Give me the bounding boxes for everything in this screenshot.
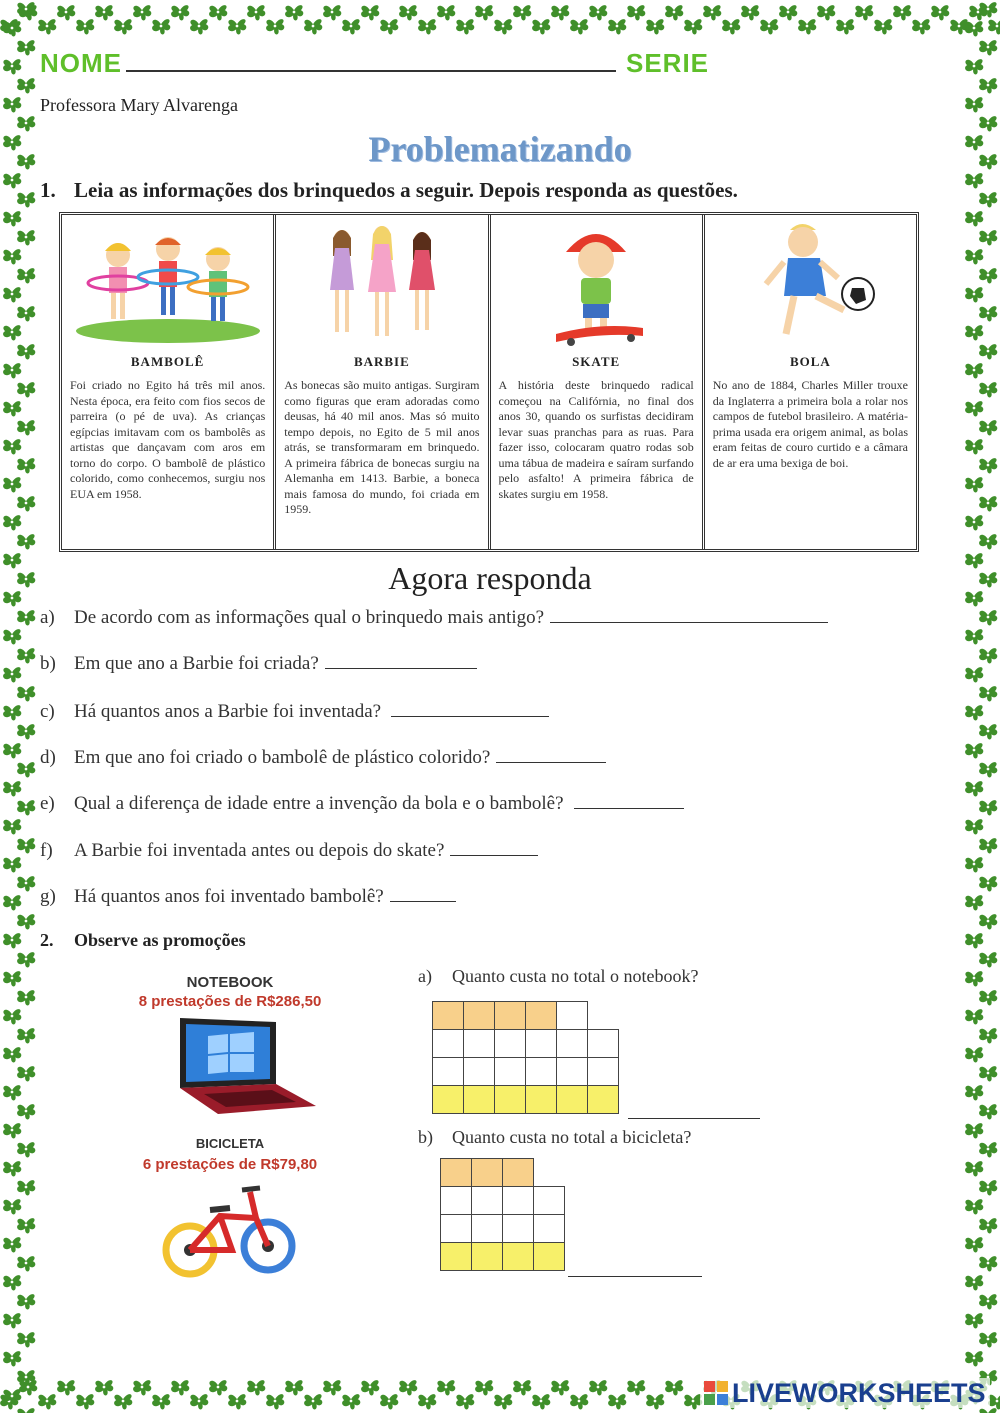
clover-leaf <box>285 1380 303 1395</box>
clover-leaf <box>494 19 512 34</box>
toy-name: SKATE <box>572 354 621 369</box>
clover-leaf <box>513 1380 531 1395</box>
clover-leaf <box>17 420 35 435</box>
clover-leaf <box>228 1394 246 1409</box>
answer-line[interactable] <box>450 839 538 856</box>
clover-leaf <box>570 1394 588 1409</box>
subquestion-a <box>418 966 698 987</box>
clover-leaf <box>17 1294 35 1309</box>
agora-responda-heading: Agora responda <box>388 560 592 596</box>
bicycle-title: BICICLETA <box>195 1136 265 1151</box>
clover-leaf <box>979 610 997 625</box>
question-letter: c) <box>40 701 55 722</box>
clover-leaf <box>17 610 35 625</box>
clover-leaf <box>17 1370 35 1385</box>
left-clover-border <box>0 0 38 1413</box>
clover-leaf <box>979 724 997 739</box>
clover-leaf <box>133 1380 151 1395</box>
clover-leaf <box>965 287 983 302</box>
clover-leaf <box>380 19 398 34</box>
clover-leaf <box>979 2 997 17</box>
toy-name: BOLA <box>789 354 831 369</box>
answer-line[interactable] <box>390 885 456 902</box>
name-label: NOME <box>40 48 122 78</box>
bicycle-answer-line[interactable] <box>568 1276 702 1277</box>
clover-leaf <box>3 477 21 492</box>
clover-leaf <box>979 344 997 359</box>
question-text: A Barbie foi inventada antes ou depois do skate? <box>74 840 445 861</box>
clover-leaf <box>114 19 132 34</box>
page-title: Problematizando <box>368 129 632 169</box>
clover-leaf <box>3 895 21 910</box>
clover-leaf <box>3 363 21 378</box>
teacher-name: Professora Mary Alvarenga <box>40 95 238 115</box>
clover-leaf <box>979 572 997 587</box>
clover-leaf <box>361 1380 379 1395</box>
clover-leaf <box>17 648 35 663</box>
clover-leaf <box>965 477 983 492</box>
clover-leaf <box>979 40 997 55</box>
clover-leaf <box>965 1161 983 1176</box>
toy-description: Foi criado no Egito há três mil anos. Nesta época, era feito com fios secos de parreira (o pé de uva). As crianças egípcias imitavam com os bambolês as artistas que dançavam com aros em torno do corpo. O bambolê de plástico colorido, como conhecemos, surgiu nos EUA em 1958. <box>70 378 266 501</box>
clover-leaf <box>979 458 997 473</box>
toy-description: A história deste brinquedo radical começou na Califórnia, no final dos anos 30, quando os surfistas decidiram levar suas pranchas para as ruas. Para fazer isso, colocaram quatro rodas sob uma tábua de madeira e saíram surfando pelo asfalto! A primeira fábrica de skates surgiu em 1958. <box>498 378 694 501</box>
clover-leaf <box>17 78 35 93</box>
clover-leaf <box>17 990 35 1005</box>
question-2 <box>40 930 246 951</box>
clover-leaf <box>17 1408 35 1413</box>
clover-leaf <box>965 1237 983 1252</box>
toy-description: No ano de 1884, Charles Miller trouxe da Inglaterra a primeira bola a rolar nos campos de futebol brasileiro. A matéria-prima usada era origem animal, as bolas eram feitas de couro curtido e a câmara de ar era uma bexiga de boi. <box>712 378 908 470</box>
clover-leaf <box>979 876 997 891</box>
clover-leaf <box>979 1028 997 1043</box>
clover-leaf <box>3 287 21 302</box>
clover-leaf <box>965 1351 983 1366</box>
bicycle-calculation-grid[interactable] <box>440 1158 564 1270</box>
answer-line[interactable] <box>391 700 549 717</box>
clover-leaf <box>3 1199 21 1214</box>
clover-leaf <box>285 5 303 20</box>
clover-leaf <box>228 19 246 34</box>
clover-leaf <box>965 1085 983 1100</box>
clover-leaf <box>979 1142 997 1157</box>
red-notebook-picture <box>168 1014 318 1124</box>
clover-leaf <box>979 648 997 663</box>
clover-leaf <box>3 1351 21 1366</box>
clover-leaf <box>304 19 322 34</box>
clover-leaf <box>979 1104 997 1119</box>
clover-leaf <box>965 1313 983 1328</box>
clover-leaf <box>979 1066 997 1081</box>
clover-leaf <box>532 19 550 34</box>
clover-leaf <box>3 1085 21 1100</box>
question-e <box>40 792 684 815</box>
clover-leaf <box>684 19 702 34</box>
clover-leaf <box>266 19 284 34</box>
clover-leaf <box>171 1380 189 1395</box>
notebook-title: NOTEBOOK <box>186 974 274 991</box>
clover-leaf <box>665 1380 683 1395</box>
clover-leaf <box>456 19 474 34</box>
clover-leaf <box>95 5 113 20</box>
clover-leaf <box>979 496 997 511</box>
serie-label: SERIE <box>626 48 710 78</box>
clover-leaf <box>855 5 873 20</box>
clover-leaf <box>703 5 721 20</box>
clover-leaf <box>798 19 816 34</box>
top-clover-border <box>0 0 1000 38</box>
clover-leaf <box>3 1047 21 1062</box>
clover-leaf <box>965 515 983 530</box>
clover-leaf <box>3 439 21 454</box>
header-row <box>40 48 709 79</box>
clover-leaf <box>979 800 997 815</box>
clover-leaf <box>3 249 21 264</box>
clover-leaf <box>17 268 35 283</box>
clover-leaf <box>965 401 983 416</box>
clover-leaf <box>17 1256 35 1271</box>
clover-leaf <box>874 19 892 34</box>
clover-leaf <box>133 5 151 20</box>
clover-leaf <box>979 192 997 207</box>
clover-leaf <box>979 1180 997 1195</box>
subquestion-letter: b) <box>418 1127 433 1147</box>
clover-leaf <box>247 1380 265 1395</box>
clover-leaf <box>456 1394 474 1409</box>
clover-leaf <box>342 19 360 34</box>
clover-leaf <box>965 971 983 986</box>
clover-leaf <box>38 19 56 34</box>
clover-leaf <box>323 1380 341 1395</box>
clover-leaf <box>17 230 35 245</box>
clover-leaf <box>589 1380 607 1395</box>
clover-leaf <box>608 19 626 34</box>
clover-leaf <box>965 363 983 378</box>
question-text: De acordo com as informações qual o brinquedo mais antigo? <box>74 607 545 628</box>
question-1-number: 1. <box>40 178 56 202</box>
clover-leaf <box>380 1394 398 1409</box>
question-letter: b) <box>40 653 56 674</box>
clover-leaf <box>979 686 997 701</box>
clover-leaf <box>965 933 983 948</box>
clover-leaf <box>3 933 21 948</box>
subquestion-letter: a) <box>418 966 432 986</box>
clover-leaf <box>76 19 94 34</box>
clover-leaf <box>979 230 997 245</box>
notebook-calculation-grid[interactable] <box>432 1001 618 1113</box>
notebook-price: 8 prestações de R$286,50 <box>138 993 322 1010</box>
clover-leaf <box>17 534 35 549</box>
clover-leaf <box>3 325 21 340</box>
clover-leaf <box>17 762 35 777</box>
clover-leaf <box>17 1142 35 1157</box>
toy-cell-skate <box>491 215 705 549</box>
clover-leaf <box>76 1394 94 1409</box>
question-a <box>40 606 828 629</box>
clover-leaf <box>965 97 983 112</box>
clover-leaf <box>3 1009 21 1024</box>
question-d <box>40 746 606 769</box>
clover-leaf <box>965 1275 983 1290</box>
clover-leaf <box>532 1394 550 1409</box>
clover-leaf <box>3 781 21 796</box>
clover-leaf <box>3 705 21 720</box>
clover-leaf <box>965 1009 983 1024</box>
clover-leaf <box>171 5 189 20</box>
clover-leaf <box>17 914 35 929</box>
answer-line[interactable] <box>325 652 477 669</box>
clover-leaf <box>17 496 35 511</box>
clover-leaf <box>3 857 21 872</box>
clover-leaf <box>17 876 35 891</box>
clover-leaf <box>3 401 21 416</box>
clover-leaf <box>965 1047 983 1062</box>
answer-line[interactable] <box>574 792 684 809</box>
clover-leaf <box>17 724 35 739</box>
clover-leaf <box>665 5 683 20</box>
question-b <box>40 652 477 675</box>
clover-leaf <box>589 5 607 20</box>
clover-leaf <box>979 990 997 1005</box>
clover-leaf <box>437 1380 455 1395</box>
clover-leaf <box>722 19 740 34</box>
clover-leaf <box>965 667 983 682</box>
clover-leaf <box>760 19 778 34</box>
clover-leaf <box>57 1380 75 1395</box>
barbie-dolls-picture <box>284 215 479 350</box>
question-f <box>40 839 538 862</box>
name-input-line[interactable] <box>126 48 616 72</box>
question-2-text: Observe as promoções <box>74 930 246 950</box>
clover-leaf <box>965 173 983 188</box>
clover-leaf <box>475 1380 493 1395</box>
clover-leaf <box>399 1380 417 1395</box>
clover-leaf <box>570 19 588 34</box>
question-text: Há quantos anos a Barbie foi inventada? <box>74 701 382 722</box>
clover-leaf <box>17 40 35 55</box>
clover-leaf <box>17 458 35 473</box>
subquestion-b <box>418 1127 691 1148</box>
question-text: Em que ano foi criado o bambolê de plástico colorido? <box>74 747 491 768</box>
liveworksheets-icon <box>704 1381 728 1405</box>
toy-cell-bambole <box>62 215 276 549</box>
bicycle-price: 6 prestações de R$79,80 <box>142 1156 318 1173</box>
clover-leaf <box>965 211 983 226</box>
clover-leaf <box>979 914 997 929</box>
clover-leaf <box>95 1380 113 1395</box>
clover-leaf <box>931 5 949 20</box>
clover-leaf <box>3 1313 21 1328</box>
clover-leaf <box>551 1380 569 1395</box>
clover-leaf <box>17 2 35 17</box>
answer-line[interactable] <box>496 746 606 763</box>
clover-leaf <box>209 5 227 20</box>
clover-leaf <box>17 838 35 853</box>
clover-leaf <box>152 1394 170 1409</box>
clover-leaf <box>3 971 21 986</box>
clover-leaf <box>152 19 170 34</box>
clover-leaf <box>418 1394 436 1409</box>
brand-text: LIVEWORKSHEETS <box>732 1377 986 1408</box>
question-letter: d) <box>40 747 56 768</box>
clover-leaf <box>836 19 854 34</box>
clover-leaf <box>38 1394 56 1409</box>
clover-leaf <box>17 1218 35 1233</box>
clover-leaf <box>3 211 21 226</box>
clover-leaf <box>17 1028 35 1043</box>
clover-leaf <box>17 1066 35 1081</box>
right-clover-border <box>962 0 1000 1413</box>
question-2-number: 2. <box>40 930 54 950</box>
clover-leaf <box>17 344 35 359</box>
liveworksheets-logo[interactable] <box>700 1378 990 1408</box>
clover-leaf <box>979 420 997 435</box>
toy-name: BARBIE <box>353 354 410 369</box>
soccer-ball-kid-picture <box>713 215 908 350</box>
clover-leaf <box>247 5 265 20</box>
clover-leaf <box>3 59 21 74</box>
clover-leaf <box>627 5 645 20</box>
clover-leaf <box>3 667 21 682</box>
clover-leaf <box>3 97 21 112</box>
clover-leaf <box>17 952 35 967</box>
clover-leaf <box>893 5 911 20</box>
question-letter: g) <box>40 886 56 907</box>
question-1-text: Leia as informações dos brinquedos a seguir. Depois responda as questões. <box>74 178 738 202</box>
clover-leaf <box>965 325 983 340</box>
question-text: Há quantos anos foi inventado bambolê? <box>74 886 384 907</box>
clover-leaf <box>965 59 983 74</box>
clover-leaf <box>979 762 997 777</box>
question-text: Em que ano a Barbie foi criada? <box>74 653 319 674</box>
toy-description: As bonecas são muito antigas. Surgiram como figuras que eram adoradas como deusas, há 40 mil anos. Mas só muito tempo depois, no Egito de 5 mil anos atrás, se transformaram em brinquedo. A primeira fábrica de bonecas surgiu na Alemanha em 1413. Barbie, a boneca mais famosa do mundo, foi criada em 1959. <box>284 378 480 516</box>
kids-bicycle-picture <box>160 1176 300 1286</box>
clover-leaf <box>3 21 21 36</box>
subquestion-text: Quanto custa no total o notebook? <box>452 966 699 986</box>
clover-leaf <box>979 382 997 397</box>
clover-leaf <box>17 382 35 397</box>
clover-leaf <box>17 306 35 321</box>
toy-name: BAMBOLÊ <box>130 354 205 369</box>
clover-leaf <box>209 1380 227 1395</box>
clover-leaf <box>3 1389 21 1404</box>
clover-leaf <box>513 5 531 20</box>
clover-leaf <box>17 1180 35 1195</box>
clover-leaf <box>17 192 35 207</box>
clover-leaf <box>965 249 983 264</box>
toy-cell-barbie <box>276 215 490 549</box>
clover-leaf <box>3 1161 21 1176</box>
clover-leaf <box>17 1332 35 1347</box>
question-letter: f) <box>40 840 53 861</box>
clover-leaf <box>3 743 21 758</box>
clover-leaf <box>965 439 983 454</box>
clover-leaf <box>418 19 436 34</box>
clover-leaf <box>965 857 983 872</box>
clover-leaf <box>965 1123 983 1138</box>
clover-leaf <box>475 5 493 20</box>
question-g <box>40 885 456 908</box>
clover-leaf <box>979 1294 997 1309</box>
clover-leaf <box>437 5 455 20</box>
question-letter: a) <box>40 607 55 628</box>
clover-leaf <box>17 800 35 815</box>
clover-leaf <box>741 5 759 20</box>
clover-leaf <box>965 819 983 834</box>
clover-leaf <box>3 173 21 188</box>
clover-leaf <box>979 306 997 321</box>
question-1 <box>40 178 738 203</box>
clover-leaf <box>323 5 341 20</box>
question-c <box>40 700 549 723</box>
clover-leaf <box>266 1394 284 1409</box>
clover-leaf <box>965 21 983 36</box>
clover-leaf <box>608 1394 626 1409</box>
question-text: Qual a diferença de idade entre a invenção da bola e o bambolê? <box>74 793 564 814</box>
clover-leaf <box>494 1394 512 1409</box>
clover-leaf <box>965 629 983 644</box>
clover-leaf <box>979 78 997 93</box>
skateboard-kid-picture <box>499 215 694 350</box>
clover-leaf <box>3 819 21 834</box>
clover-leaf <box>551 5 569 20</box>
clover-leaf <box>17 686 35 701</box>
clover-leaf <box>114 1394 132 1409</box>
hula-hoop-kids-picture <box>70 215 265 350</box>
clover-leaf <box>646 1394 664 1409</box>
clover-leaf <box>627 1380 645 1395</box>
clover-leaf <box>779 5 797 20</box>
clover-leaf <box>979 952 997 967</box>
clover-leaf <box>3 1275 21 1290</box>
clover-leaf <box>342 1394 360 1409</box>
clover-leaf <box>646 19 664 34</box>
clover-leaf <box>965 781 983 796</box>
clover-leaf <box>965 895 983 910</box>
clover-leaf <box>190 1394 208 1409</box>
clover-leaf <box>912 19 930 34</box>
clover-leaf <box>190 19 208 34</box>
clover-leaf <box>361 5 379 20</box>
clover-leaf <box>3 515 21 530</box>
clover-leaf <box>817 5 835 20</box>
clover-leaf <box>965 1199 983 1214</box>
clover-leaf <box>979 1218 997 1233</box>
clover-leaf <box>979 534 997 549</box>
clover-leaf <box>304 1394 322 1409</box>
clover-leaf <box>979 838 997 853</box>
clover-leaf <box>965 743 983 758</box>
notebook-answer-line[interactable] <box>628 1118 760 1119</box>
clover-leaf <box>979 1408 997 1413</box>
subquestion-text: Quanto custa no total a bicicleta? <box>452 1127 692 1147</box>
toys-table <box>59 212 919 552</box>
question-letter: e) <box>40 793 55 814</box>
answer-line[interactable] <box>550 606 828 623</box>
clover-leaf <box>979 1332 997 1347</box>
clover-leaf <box>979 1256 997 1271</box>
clover-leaf <box>17 1104 35 1119</box>
clover-leaf <box>399 5 417 20</box>
clover-leaf <box>57 5 75 20</box>
clover-leaf <box>3 1123 21 1138</box>
clover-leaf <box>979 268 997 283</box>
clover-leaf <box>3 1237 21 1252</box>
clover-leaf <box>3 629 21 644</box>
clover-leaf <box>965 705 983 720</box>
toy-cell-bola <box>705 215 916 549</box>
